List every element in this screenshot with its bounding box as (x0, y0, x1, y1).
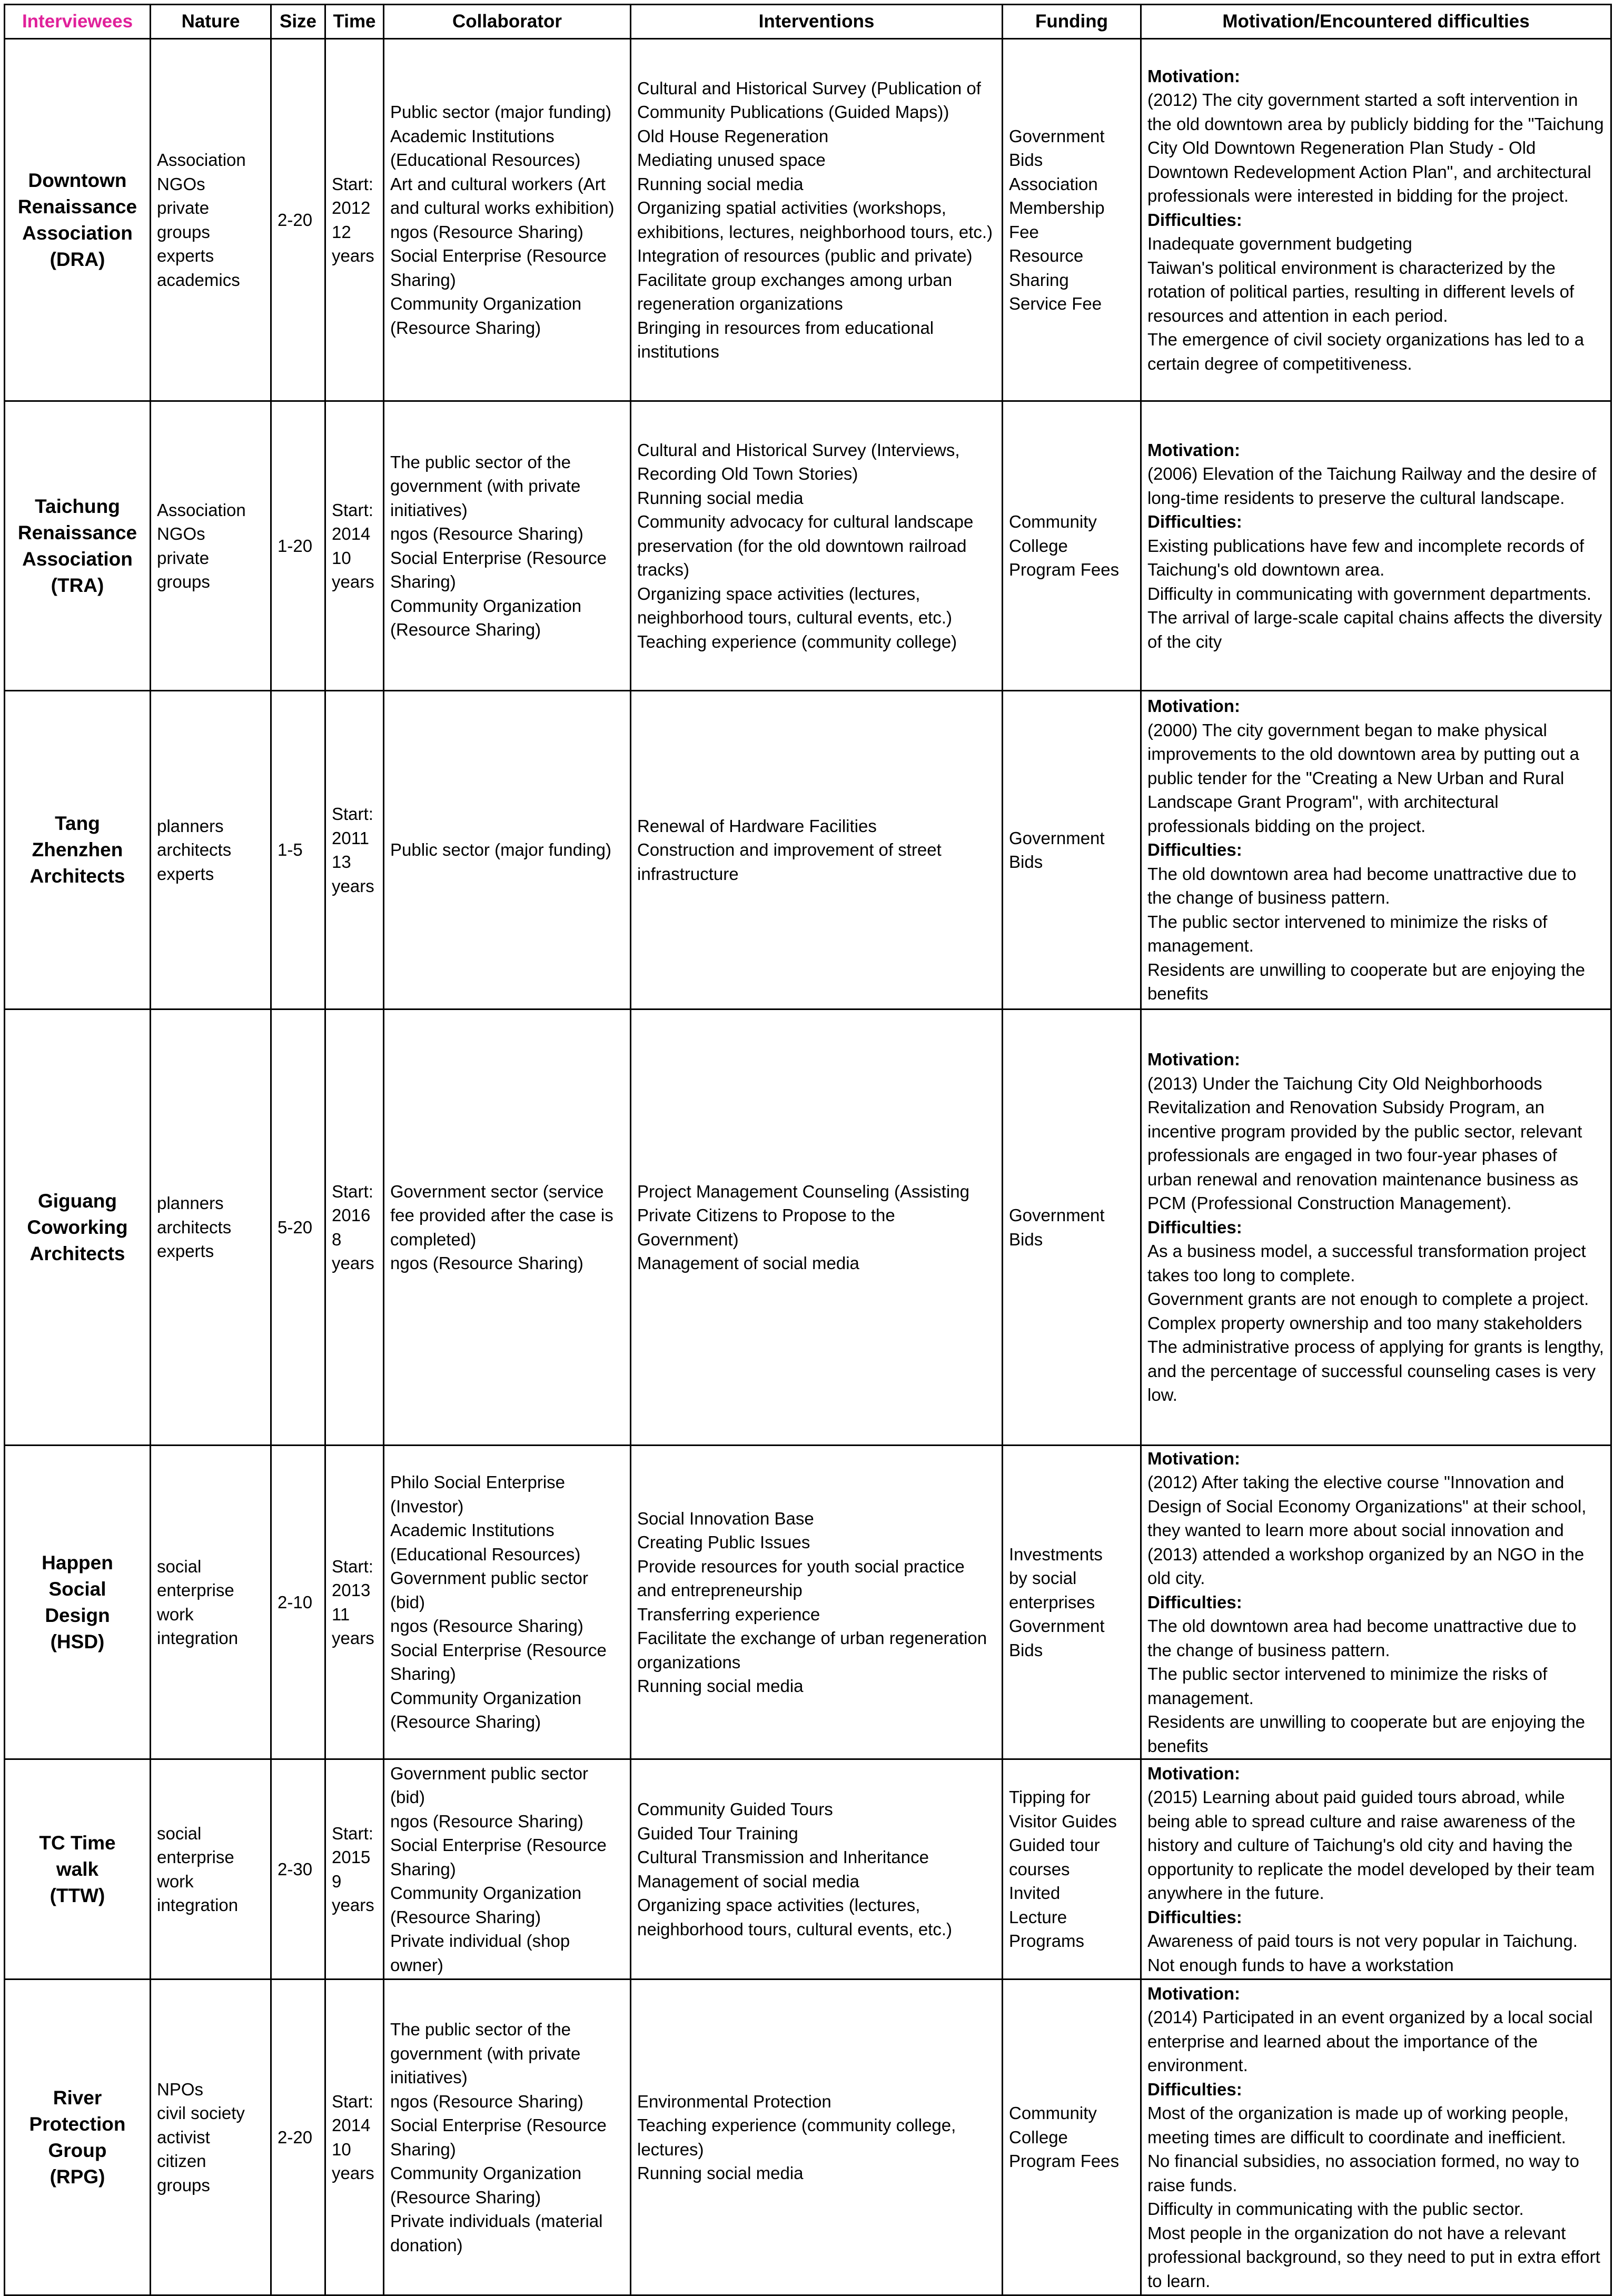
intervention-line: Social Innovation Base (637, 1508, 814, 1528)
time-line: Start: (332, 500, 373, 520)
interviewee-name-cell (5, 401, 151, 691)
nature-line: private (157, 198, 210, 217)
nature-cell (151, 39, 271, 401)
intervention-line: Organizing space activities (lectures, neighborhood tours, cultural events, etc.) (637, 583, 953, 628)
funding-line: Community (1009, 2103, 1097, 2123)
interventions-cell (631, 691, 1003, 1010)
funding-line: Program Fees (1009, 2151, 1120, 2171)
intervention-line: Organizing space activities (lectures, neighborhood tours, cultural events, etc.) (637, 1895, 953, 1939)
time-line: 2011 (332, 828, 369, 848)
size-value: 2-20 (278, 210, 313, 230)
nature-line: enterprise (157, 1847, 234, 1867)
intervention-line: Community Guided Tours (637, 1799, 833, 1819)
nature-line: Association (157, 150, 246, 170)
time-cell (325, 691, 384, 1010)
interventions-cell (631, 1010, 1003, 1446)
time-line: years (332, 246, 374, 265)
motivation-cell (1141, 1759, 1611, 1980)
interventions-cell (631, 1759, 1003, 1980)
time-line: years (332, 876, 374, 896)
size-cell (271, 1980, 325, 2295)
funding-cell (1003, 1759, 1141, 1980)
collaborator-cell (384, 39, 631, 401)
interviewee-name-line: (RPG) (49, 2165, 105, 2188)
funding-line: Community (1009, 512, 1097, 532)
nature-cell (151, 401, 271, 691)
motivation-label: Motivation: (1147, 1448, 1240, 1468)
interviewee-name-line: Downtown (28, 169, 127, 191)
header-size: Size (271, 5, 325, 39)
funding-line: Investments (1009, 1544, 1103, 1564)
interviewee-name-cell (5, 1446, 151, 1759)
interventions-cell (631, 39, 1003, 401)
interviewee-name-line: Association (22, 548, 133, 570)
table-row (5, 1446, 1611, 1759)
time-line: 8 (332, 1229, 342, 1249)
header-interventions: Interventions (631, 5, 1003, 39)
difficulties-label: Difficulties: (1147, 840, 1242, 860)
time-line: Start: (332, 1181, 373, 1201)
motivation-text: (2000) The city government began to make physical improvements to the old downtown area by putting out a public tender for the "Creating a New Urban and Rural Landscape Grant Program", with architectural professionals bidding on the project. (1147, 720, 1579, 836)
header-collaborator: Collaborator (384, 5, 631, 39)
intervention-line: Community advocacy for cultural landscape preservation (for the old downtown railroad tracks) (637, 512, 974, 580)
intervention-line: Teaching experience (community college) (637, 631, 957, 651)
difficulty-text: The public sector intervened to minimize the risks of management. (1147, 1664, 1548, 1708)
collaborator-line: ngos (Resource Sharing) (390, 1616, 583, 1636)
collaborator-line: Art and cultural workers (Art and cultural works exhibition) (390, 174, 615, 217)
funding-line: Government (1009, 126, 1105, 146)
size-value: 2-10 (278, 1592, 313, 1612)
table-row (5, 1980, 1611, 2295)
size-value: 5-20 (278, 1217, 313, 1237)
interviewee-name-line: (HSD) (50, 1630, 105, 1652)
difficulty-text: The administrative process of applying for grants is lengthy, and the percentage of successful counseling cases is very low. (1147, 1337, 1604, 1405)
interviewee-name-line: (TTW) (49, 1884, 105, 1906)
collaborator-line: Social Enterprise (Resource Sharing) (390, 2115, 607, 2159)
intervention-line: Cultural and Historical Survey (Publication of Community Publications (Guided Maps)) (637, 78, 981, 122)
interviewee-name-cell (5, 39, 151, 401)
funding-line: Bids (1009, 1640, 1043, 1660)
table-row (5, 691, 1611, 1010)
collaborator-line: ngos (Resource Sharing) (390, 2091, 583, 2111)
funding-line: Visitor Guides (1009, 1811, 1117, 1831)
motivation-text: (2014) Participated in an event organized by a local social enterprise and learned about the importance of the environment. (1147, 2007, 1593, 2075)
size-cell (271, 1010, 325, 1446)
funding-line: Bids (1009, 852, 1043, 872)
collaborator-cell (384, 1980, 631, 2295)
nature-line: NPOs (157, 2079, 204, 2099)
interviewee-name-cell (5, 1759, 151, 1980)
header-funding: Funding (1003, 5, 1141, 39)
nature-line: integration (157, 1628, 239, 1648)
header-time: Time (325, 5, 384, 39)
intervention-line: Creating Public Issues (637, 1532, 810, 1552)
table-row (5, 401, 1611, 691)
funding-line: Government (1009, 828, 1105, 848)
intervention-line: Mediating unused space (637, 150, 826, 170)
difficulty-text: Residents are unwilling to cooperate but are enjoying the benefits (1147, 959, 1586, 1004)
nature-line: groups (157, 222, 210, 242)
collaborator-line: Private individual (shop owner) (390, 1931, 570, 1975)
motivation-text: (2015) Learning about paid guided tours abroad, while being able to spread culture and raise awareness of the history and culture of Taichung's old city and having the opportunity to replicate the model developed by their team anywhere in the future. (1147, 1787, 1595, 1903)
difficulties-label: Difficulties: (1147, 210, 1242, 230)
nature-line: activist (157, 2127, 210, 2147)
funding-line: Association (1009, 174, 1098, 194)
table-row (5, 1759, 1611, 1980)
intervention-line: Facilitate the exchange of urban regeneration organizations (637, 1628, 987, 1672)
funding-line: Resource (1009, 246, 1084, 265)
intervention-line: Running social media (637, 1676, 804, 1696)
nature-line: private (157, 548, 210, 568)
interviewees-table-container (4, 4, 1610, 2296)
interviewees-table (4, 4, 1612, 2296)
nature-line: integration (157, 1895, 239, 1915)
time-line: Start: (332, 1823, 373, 1843)
header-motivation: Motivation/Encountered difficulties (1141, 5, 1611, 39)
time-line: 2014 (332, 524, 371, 543)
collaborator-line: Community Organization (Resource Sharing) (390, 596, 582, 639)
funding-cell (1003, 1980, 1141, 2295)
difficulty-text: Difficulty in communicating with the public sector. (1147, 2199, 1524, 2219)
intervention-line: Running social media (637, 2163, 804, 2183)
interventions-cell (631, 401, 1003, 691)
interviewee-name-line: Giguang (37, 1190, 117, 1212)
collaborator-line: Private individuals (material donation) (390, 2211, 603, 2255)
time-line: years (332, 572, 374, 591)
time-line: years (332, 1253, 374, 1273)
intervention-line: Cultural and Historical Survey (Interviews, Recording Old Town Stories) (637, 440, 960, 484)
funding-cell (1003, 1010, 1141, 1446)
collaborator-line: Academic Institutions (Educational Resources) (390, 126, 581, 170)
funding-cell (1003, 401, 1141, 691)
motivation-text: (2012) The city government started a soft intervention in the old downtown area by publicly bidding for the "Taichung City Old Downtown Regeneration Plan Study - Old Downtown Redevelopment Action Plan", and architectural professionals were interested in bidding for the project. (1147, 90, 1604, 206)
difficulty-text: The old downtown area had become unattractive due to the change of business pattern. (1147, 864, 1577, 908)
nature-cell (151, 1759, 271, 1980)
collaborator-line: ngos (Resource Sharing) (390, 222, 583, 242)
funding-line: Membership (1009, 198, 1105, 217)
difficulty-text: The public sector intervened to minimize the risks of management. (1147, 912, 1548, 956)
intervention-line: Teaching experience (community college, lectures) (637, 2115, 956, 2159)
funding-line: courses (1009, 1859, 1070, 1879)
funding-line: College (1009, 536, 1068, 556)
time-cell (325, 1446, 384, 1759)
interviewee-name-cell (5, 1010, 151, 1446)
motivation-label: Motivation: (1147, 66, 1240, 86)
time-cell (325, 1759, 384, 1980)
nature-cell (151, 1010, 271, 1446)
nature-cell (151, 1446, 271, 1759)
interviewee-name-line: Taichung (35, 495, 120, 517)
header-row (5, 5, 1611, 39)
difficulty-text: Most people in the organization do not have a relevant professional background, so they need to put in extra effort to learn. (1147, 2223, 1600, 2291)
motivation-label: Motivation: (1147, 1763, 1240, 1783)
time-line: Start: (332, 2091, 373, 2111)
interviewee-name-cell (5, 691, 151, 1010)
time-line: Start: (332, 804, 373, 824)
difficulties-label: Difficulties: (1147, 1907, 1242, 1927)
table-row (5, 39, 1611, 401)
funding-line: Program Fees (1009, 560, 1120, 580)
motivation-label: Motivation: (1147, 1050, 1240, 1070)
interviewee-name-line: Tang (55, 813, 100, 834)
collaborator-line: Community Organization (Resource Sharing) (390, 1883, 582, 1927)
intervention-line: Running social media (637, 488, 804, 508)
time-line: years (332, 1895, 374, 1915)
nature-line: Association (157, 500, 246, 520)
nature-line: social (157, 1556, 202, 1576)
time-line: 10 (332, 548, 351, 568)
motivation-cell (1141, 401, 1611, 691)
interviewee-name-line: Design (45, 1604, 110, 1626)
funding-line: College (1009, 2127, 1068, 2147)
collaborator-line: Social Enterprise (Resource Sharing) (390, 548, 607, 591)
intervention-line: Cultural Transmission and Inheritance (637, 1847, 929, 1867)
time-cell (325, 39, 384, 401)
table-body (5, 39, 1611, 2295)
time-line: 2016 (332, 1205, 371, 1225)
nature-line: enterprise (157, 1580, 234, 1600)
intervention-line: Management of social media (637, 1253, 859, 1273)
interviewee-name-line: Protection (29, 2113, 126, 2135)
difficulty-text: The emergence of civil society organizations has led to a certain degree of competitiveness. (1147, 330, 1585, 373)
collaborator-line: Philo Social Enterprise (Investor) (390, 1472, 565, 1516)
time-line: 11 (332, 1604, 350, 1624)
collaborator-line: Community Organization (Resource Sharing) (390, 294, 582, 338)
collaborator-cell (384, 1446, 631, 1759)
interviewee-name-line: Social (48, 1578, 106, 1600)
time-line: 10 (332, 2139, 351, 2159)
difficulty-text: Most of the organization is made up of working people, meeting times are difficult to coordinate and inefficient. (1147, 2103, 1569, 2147)
difficulty-text: Existing publications have few and incomplete records of Taichung's old downtown area. (1147, 536, 1585, 580)
collaborator-line: Social Enterprise (Resource Sharing) (390, 1640, 607, 1684)
size-value: 1-20 (278, 536, 313, 556)
difficulty-text: Government grants are not enough to complete a project. (1147, 1289, 1589, 1309)
funding-line: Sharing (1009, 270, 1069, 290)
time-cell (325, 401, 384, 691)
nature-line: planners (157, 816, 224, 836)
difficulties-label: Difficulties: (1147, 512, 1242, 532)
nature-line: experts (157, 864, 214, 884)
funding-line: Government (1009, 1205, 1105, 1225)
size-value: 2-20 (278, 2127, 313, 2147)
collaborator-line: Social Enterprise (Resource Sharing) (390, 246, 607, 290)
nature-line: civil society (157, 2103, 245, 2123)
intervention-line: Integration of resources (public and private) (637, 246, 973, 265)
collaborator-line: Government public sector (bid) (390, 1568, 589, 1612)
nature-line: academics (157, 270, 240, 290)
funding-line: by social (1009, 1568, 1077, 1588)
intervention-line: Renewal of Hardware Facilities (637, 816, 877, 836)
collaborator-cell (384, 1759, 631, 1980)
difficulty-text: As a business model, a successful transformation project takes too long to complete. (1147, 1241, 1586, 1285)
collaborator-line: ngos (Resource Sharing) (390, 1253, 583, 1273)
funding-line: Government (1009, 1616, 1105, 1636)
collaborator-line: ngos (Resource Sharing) (390, 1811, 583, 1831)
motivation-cell (1141, 39, 1611, 401)
intervention-line: Running social media (637, 174, 804, 194)
difficulty-text: Awareness of paid tours is not very popular in Taichung. (1147, 1931, 1578, 1951)
interviewee-name-line: (DRA) (49, 248, 105, 270)
interviewee-name-line: walk (56, 1858, 99, 1880)
size-value: 2-30 (278, 1859, 313, 1879)
interviewee-name-line: TC Time (39, 1832, 116, 1854)
nature-line: work (157, 1604, 194, 1624)
intervention-line: Construction and improvement of street infrastructure (637, 840, 942, 884)
time-line: Start: (332, 174, 373, 194)
size-cell (271, 691, 325, 1010)
funding-cell (1003, 691, 1141, 1010)
funding-cell (1003, 39, 1141, 401)
time-line: 2013 (332, 1580, 371, 1600)
intervention-line: Management of social media (637, 1871, 859, 1891)
interviewee-name-line: Zhenzhen (32, 839, 123, 860)
size-cell (271, 39, 325, 401)
time-line: 9 (332, 1871, 342, 1891)
difficulties-label: Difficulties: (1147, 2079, 1242, 2099)
funding-line: Service Fee (1009, 294, 1102, 313)
time-cell (325, 1980, 384, 2295)
motivation-text: (2006) Elevation of the Taichung Railway and the desire of long-time residents to preserve the cultural landscape. (1147, 464, 1597, 508)
intervention-line: Provide resources for youth social practice and entrepreneurship (637, 1556, 965, 1600)
funding-line: Guided tour (1009, 1835, 1100, 1855)
time-line: 13 (332, 852, 351, 872)
motivation-cell (1141, 1980, 1611, 2295)
funding-line: Invited (1009, 1883, 1061, 1903)
difficulty-text: Inadequate government budgeting (1147, 234, 1412, 254)
intervention-line: Project Management Counseling (Assisting Private Citizens to Propose to the Government) (637, 1181, 969, 1249)
time-line: Start: (332, 1556, 373, 1576)
collaborator-line: ngos (Resource Sharing) (390, 524, 583, 543)
intervention-line: Facilitate group exchanges among urban regeneration organizations (637, 270, 953, 313)
difficulty-text: Difficulty in communicating with government departments. (1147, 583, 1592, 603)
header-interviewees: Interviewees (5, 5, 151, 39)
nature-line: experts (157, 1241, 214, 1261)
intervention-line: Transferring experience (637, 1604, 820, 1624)
collaborator-cell (384, 691, 631, 1010)
time-line: years (332, 1628, 374, 1648)
funding-line: Tipping for (1009, 1787, 1091, 1807)
motivation-text: (2013) Under the Taichung City Old Neighborhoods Revitalization and Renovation Subsidy Program, an incentive program provided by the public sector, relevant professionals are engaged in two four-year phases of urban renewal and renovation maintenance business as PCM (Professional Construction Management). (1147, 1073, 1582, 1213)
nature-line: experts (157, 246, 214, 265)
table-row (5, 1010, 1611, 1446)
nature-line: groups (157, 572, 210, 591)
time-line: years (332, 2163, 374, 2183)
interviewee-name-line: River (53, 2086, 102, 2109)
collaborator-line: Community Organization (Resource Sharing) (390, 2163, 582, 2207)
difficulty-text: Complex property ownership and too many stakeholders (1147, 1313, 1582, 1333)
intervention-line: Organizing spatial activities (workshops, exhibitions, lectures, neighborhood tours, etc.) (637, 198, 993, 242)
interviewee-name-line: Happen (42, 1551, 113, 1573)
collaborator-cell (384, 401, 631, 691)
funding-line: Bids (1009, 150, 1043, 170)
nature-line: citizen (157, 2151, 206, 2171)
collaborator-cell (384, 1010, 631, 1446)
motivation-label: Motivation: (1147, 1983, 1240, 2003)
motivation-label: Motivation: (1147, 696, 1240, 716)
collaborator-line: Social Enterprise (Resource Sharing) (390, 1835, 607, 1879)
size-cell (271, 401, 325, 691)
interviewee-name-line: Architects (29, 1242, 125, 1264)
collaborator-line: Academic Institutions (Educational Resources) (390, 1520, 581, 1564)
interviewee-name-cell (5, 1980, 151, 2295)
nature-line: architects (157, 840, 232, 860)
intervention-line: Old House Regeneration (637, 126, 829, 146)
intervention-line: Environmental Protection (637, 2091, 831, 2111)
nature-line: work (157, 1871, 194, 1891)
interviewee-name-line: Renaissance (17, 521, 137, 543)
size-cell (271, 1759, 325, 1980)
time-line: 2012 (332, 198, 371, 217)
header-nature: Nature (151, 5, 271, 39)
funding-line: enterprises (1009, 1592, 1095, 1612)
collaborator-line: Government public sector (bid) (390, 1763, 589, 1807)
difficulty-text: Not enough funds to have a workstation (1147, 1955, 1454, 1975)
nature-line: planners (157, 1193, 224, 1213)
collaborator-line: Community Organization (Resource Sharing) (390, 1688, 582, 1732)
motivation-cell (1141, 1010, 1611, 1446)
nature-cell (151, 691, 271, 1010)
time-line: 2015 (332, 1847, 371, 1867)
interviewee-name-line: Architects (29, 865, 125, 887)
difficulty-text: No financial subsidies, no association formed, no way to raise funds. (1147, 2151, 1579, 2195)
nature-line: groups (157, 2175, 210, 2195)
size-cell (271, 1446, 325, 1759)
size-value: 1-5 (278, 840, 303, 860)
motivation-cell (1141, 1446, 1611, 1759)
intervention-line: Guided Tour Training (637, 1823, 798, 1843)
difficulties-label: Difficulties: (1147, 1217, 1242, 1237)
collaborator-line: Public sector (major funding) (390, 102, 612, 122)
interviewee-name-line: Group (48, 2139, 107, 2161)
nature-line: NGOs (157, 524, 205, 543)
difficulties-label: Difficulties: (1147, 1592, 1242, 1612)
funding-line: Lecture (1009, 1907, 1067, 1927)
nature-cell (151, 1980, 271, 2295)
interviewee-name-line: Association (22, 222, 133, 244)
interviewee-name-line: (TRA) (51, 574, 104, 596)
funding-cell (1003, 1446, 1141, 1759)
motivation-text: (2012) After taking the elective course "Innovation and Design of Social Economy Organizations" at their school, they wanted to learn more about social innovation and (2013) attended a workshop organized by an NGO in the old city. (1147, 1472, 1587, 1588)
time-line: 2014 (332, 2115, 371, 2135)
collaborator-line: The public sector of the government (with private initiatives) (390, 2020, 581, 2087)
funding-line: Programs (1009, 1931, 1085, 1951)
motivation-label: Motivation: (1147, 440, 1240, 460)
funding-line: Bids (1009, 1229, 1043, 1249)
funding-line: Fee (1009, 222, 1039, 242)
interviewee-name-line: Coworking (27, 1216, 128, 1238)
collaborator-line: Government sector (service fee provided after the case is completed) (390, 1181, 613, 1249)
nature-line: social (157, 1823, 202, 1843)
difficulty-text: Taiwan's political environment is characterized by the rotation of political parties, resulting in different levels of resources and attention in each period. (1147, 258, 1575, 325)
motivation-cell (1141, 691, 1611, 1010)
interviewee-name-line: Renaissance (17, 195, 137, 217)
difficulty-text: The old downtown area had become unattractive due to the change of business pattern. (1147, 1616, 1577, 1660)
interventions-cell (631, 1980, 1003, 2295)
nature-line: NGOs (157, 174, 205, 194)
collaborator-line: Public sector (major funding) (390, 840, 612, 860)
interventions-cell (631, 1446, 1003, 1759)
intervention-line: Bringing in resources from educational institutions (637, 318, 934, 361)
collaborator-line: The public sector of the government (with private initiatives) (390, 452, 581, 520)
difficulty-text: Residents are unwilling to cooperate but are enjoying the benefits (1147, 1712, 1586, 1756)
difficulty-text: The arrival of large-scale capital chains affects the diversity of the city (1147, 608, 1602, 651)
nature-line: architects (157, 1217, 232, 1237)
time-line: 12 (332, 222, 351, 242)
time-cell (325, 1010, 384, 1446)
